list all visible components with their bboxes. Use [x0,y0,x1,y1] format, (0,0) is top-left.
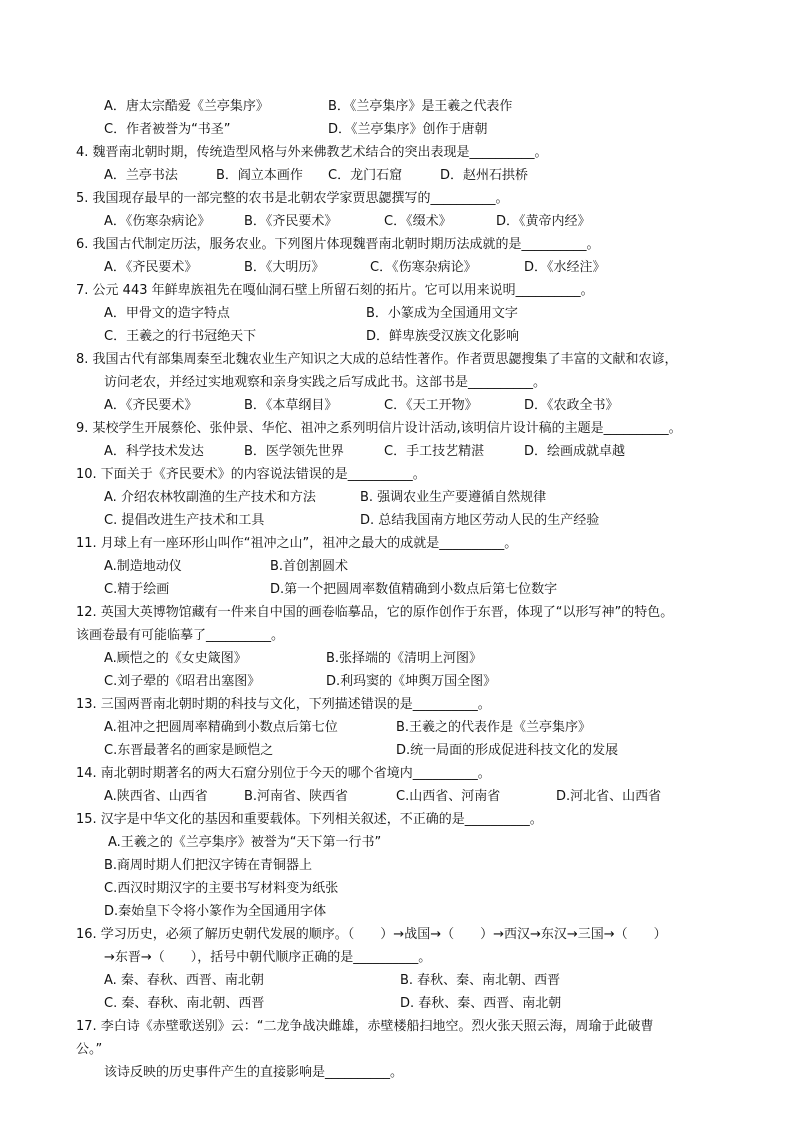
question-17-stem-cont: 公。” [76,1042,103,1057]
question-15-option-c: C.西汉时期汉字的主要书写材料变为纸张 [104,881,339,896]
question-12-stem-cont: 该画卷最有可能临摹了__________。 [76,628,285,643]
option-a: A. 秦、春秋、西晋、南北朝 [104,973,264,988]
option-c: C．《伤寒杂病论》 [370,260,477,275]
question-15-option-a: A.王羲之的《兰亭集序》被誉为“天下第一行书” [108,835,382,850]
option-b: B．《兰亭集序》是王羲之代表作 [328,99,513,114]
question-16-stem-cont: →东晋→（ ），括号中朝代顺序正确的是__________。 [104,950,432,965]
option-b: B.王羲之的代表作是《兰亭集序》 [396,720,592,735]
option-b: B．《齐民要术》 [244,214,338,229]
option-d: D．《黄帝内经》 [496,214,591,229]
option-a: A. 介绍农林牧副渔的生产技术和方法 [104,490,316,505]
question-11-stem: 11. 月球上有一座环形山叫作“祖冲之山”，祖冲之最大的成就是__________。 [76,536,518,551]
option-c: C．龙门石窟 [328,168,403,183]
option-b: B．医学领先世界 [244,444,344,459]
question-6-stem: 6. 我国古代制定历法，服务农业。下列图片体现魏晋南北朝时期历法成就的是__________。 [76,237,600,252]
question-8-stem-cont: 访问老农，并经过实地观察和亲身实践之后写成此书。这部书是__________。 [104,375,547,390]
option-d: D.河北省、山西省 [556,789,662,804]
option-c: C.精于绘画 [104,582,170,597]
option-d: D．《水经注》 [524,260,606,275]
option-b: B.河南省、陕西省 [244,789,349,804]
option-d: D. 总结我国南方地区劳动人民的生产经验 [360,513,600,528]
option-b: B．小篆成为全国通用文字 [366,306,518,321]
option-d: D.统一局面的形成促进科技文化的发展 [396,743,619,758]
question-9-stem: 9. 某校学生开展蔡伦、张仲景、华佗、祖冲之系列明信片设计活动,该明信片设计稿的主题是__________。 [76,421,682,436]
question-15-stem: 15. 汉字是中华文化的基因和重要载体。下列相关叙述，不正确的是__________。 [76,812,543,827]
option-d: D．绘画成就卓越 [524,444,626,459]
option-a: A.陕西省、山西省 [104,789,208,804]
option-c: C.刘子翚的《昭君出塞图》 [104,674,261,689]
question-8-stem: 8. 我国古代有部集周秦至北魏农业生产知识之大成的总结性著作。作者贾思勰搜集了丰富的文献和农谚， [76,352,678,367]
option-b: B．阎立本画作 [216,168,303,183]
option-d: D. 春秋、秦、西晋、南北朝 [400,996,562,1011]
question-14-stem: 14. 南北朝时期著名的两大石窟分别位于今天的哪个省境内__________。 [76,766,491,781]
option-c: C．手工技艺精湛 [384,444,485,459]
option-a: A．《伤寒杂病论》 [104,214,211,229]
option-d: D.利玛窦的《坤舆万国全图》 [326,674,497,689]
question-16-stem: 16. 学习历史，必须了解历史朝代发展的顺序。（ ）→战国→（ ）→西汉→东汉→三国→（ ） [76,927,667,942]
option-d: D．鲜卑族受汉族文化影响 [366,329,520,344]
option-b: B.首创割圆术 [270,559,349,574]
option-a: A．《齐民要术》 [104,398,198,413]
question-5-stem: 5. 我国现存最早的一部完整的农书是北朝农学家贾思勰撰写的__________。 [76,191,509,206]
option-d: D．《兰亭集序》创作于唐朝 [328,122,488,137]
option-c: C. 秦、春秋、南北朝、西晋 [104,996,265,1011]
option-a: A.祖冲之把圆周率精确到小数点后第七位 [104,720,338,735]
option-a: A．科学技术发达 [104,444,204,459]
option-d: D．《农政全书》 [524,398,619,413]
option-a: A．甲骨文的造字特点 [104,306,230,321]
question-17-stem: 17. 李白诗《赤壁歌送别》云：“二龙争战决雌雄，赤壁楼船扫地空。烈火张天照云海，周瑜于此破曹 [76,1019,654,1034]
question-10-stem: 10. 下面关于《齐民要术》的内容说法错误的是__________。 [76,467,426,482]
option-c: C.东晋最著名的画家是顾恺之 [104,743,274,758]
option-c: C．王羲之的行书冠绝天下 [104,329,257,344]
question-15-option-b: B.商周时期人们把汉字铸在青铜器上 [104,858,313,873]
option-b: B．《本草纲目》 [244,398,338,413]
option-c: C．《缀术》 [384,214,452,229]
option-c: C．作者被誉为“书圣” [104,122,231,137]
option-a: A.顾恺之的《女史箴图》 [104,651,247,666]
option-c: C．《天工开物》 [384,398,478,413]
option-d: D.第一个把圆周率数值精确到小数点后第七位数字 [270,582,558,597]
option-b: B．《大明历》 [244,260,325,275]
option-c: C.山西省、河南省 [396,789,501,804]
option-a: A.制造地动仪 [104,559,182,574]
question-15-option-d: D.秦始皇下令将小篆作为全国通用字体 [104,904,327,919]
option-a: A．《齐民要术》 [104,260,198,275]
option-d: D．赵州石拱桥 [440,168,529,183]
question-17-prompt: 该诗反映的历史事件产生的直接影响是__________。 [104,1065,404,1080]
option-b: B. 春秋、秦、南北朝、西晋 [400,973,561,988]
question-13-stem: 13. 三国两晋南北朝时期的科技与文化，下列描述错误的是__________。 [76,697,491,712]
question-7-stem: 7. 公元 443 年鲜卑族祖先在嘎仙洞石壁上所留石刻的拓片。它可以用来说明__________。 [76,283,594,298]
question-12-stem: 12. 英国大英博物馆藏有一件来自中国的画卷临摹品，它的原作创作于东晋，体现了“以形写神”的特色。 [76,605,674,620]
option-b: B. 强调农业生产要遵循自然规律 [360,490,547,505]
option-a: A．唐太宗酷爱《兰亭集序》 [104,99,269,114]
option-c: C. 提倡改进生产技术和工具 [104,513,265,528]
option-b: B.张择端的《清明上河图》 [326,651,483,666]
question-4-stem: 4. 魏晋南北朝时期，传统造型风格与外来佛教艺术结合的突出表现是__________。 [76,145,548,160]
option-a: A．兰亭书法 [104,168,178,183]
